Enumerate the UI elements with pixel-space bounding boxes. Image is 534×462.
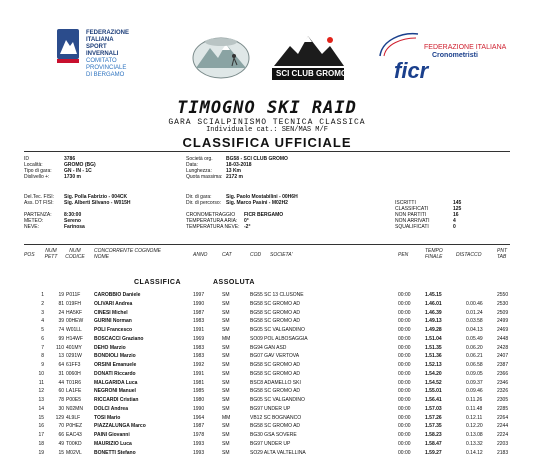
cell-category: SM [222,432,230,438]
cell-points: 2183 [497,449,509,456]
cell-gap: 0.09.46 [466,388,483,395]
cell-athlete-name: PIAZZALUNGA Marco [94,423,146,430]
cell-club: BG58 SC GROMO AD [250,370,301,377]
race-category: Individuale cat.: SEN/MAS M/F [206,126,328,134]
table-row [0,317,534,326]
cell-points: 2387 [497,362,509,368]
cell-athlete-code: P011F [66,292,81,298]
cell-club: BG05 SC VALGANDINO [250,397,305,403]
cell-final-time: 1.54.20 [425,370,442,377]
cell-club: VB12 SC BOGNANCO [250,414,302,421]
info-row: ID 3786 [24,156,76,162]
table-row [0,414,534,423]
col-header-pen: PEN [398,252,409,258]
cell-category: SM [222,300,230,307]
cell-gap: 0.01.24 [466,309,483,316]
cell-category: SM [222,449,230,456]
info-row: Data: 18-03-2018 [186,162,252,168]
cell-points: 2346 [497,379,509,386]
table-row [0,309,534,318]
info-row: Del.Tec. FISI: Sig. Polla Fabrizio - 004CK [24,194,128,200]
cell-category: SM [222,353,230,360]
cell-category: SM [222,344,230,351]
info-row: TEMPERATURA ARIA: 0° [186,218,249,224]
cell-final-time: 1.58.23 [425,432,442,438]
ficr-logo-cronometristi-text: Cronometristi [432,52,478,59]
cell-final-time: 1.57.03 [425,405,442,412]
cell-athlete-name: OLIVARI Andrea [94,300,133,307]
info-row: Lunghezza: 13 Km [186,168,242,174]
cell-club: BG94 GAN ASD [250,344,287,351]
info-row: Dislivello +: 1730 m [24,174,81,180]
cell-position: 19 [38,449,44,456]
cell-athlete-name: DOLCI Andrea [94,405,128,412]
table-row [0,352,534,361]
cell-gap: 0.09.05 [466,370,483,377]
info-row: Dir. di percorso: Sig. Marco Pasini - M02H2 [186,200,288,206]
cell-position: 7 [41,344,44,351]
cell-bib-number: 129 [55,414,64,421]
cell-bib-number: 81 [58,300,64,307]
cell-bib-number: 66 [58,432,64,438]
cell-bib-number: 60 [58,388,64,395]
cell-gap: 0.05.49 [466,335,483,342]
cell-points: 2244 [497,423,509,430]
cell-final-time: 1.58.47 [425,440,442,447]
table-row [0,300,534,309]
info-row: NEVE: Farinosa [24,224,85,230]
info-row: CRONOMETRAGGIO FICR BERGAMO [186,212,284,218]
stat-row: NON ARRIVATI 4 [395,218,456,224]
cell-birth-year: 1990 [193,300,205,307]
cell-points: 2224 [497,432,509,438]
table-row [0,405,534,414]
cell-birth-year: 1993 [193,449,205,456]
cell-penalty: 00:00 [398,362,411,368]
cell-gap: 0.06.58 [466,362,483,368]
cell-bib-number: 78 [58,397,64,403]
cell-gap: 0.03.58 [466,318,483,325]
cell-position: 5 [41,327,44,333]
col-header-pos: POS [24,252,35,258]
cell-penalty: 00:00 [398,397,411,403]
cell-athlete-name: MALGARIDA Luca [94,379,138,386]
race-title: TIMOGNO SKI RAID [177,98,357,118]
cell-club: BG97 UNDER UP [250,405,291,412]
cell-position: 15 [38,414,44,421]
cell-position: 6 [41,335,44,342]
info-row: TEMPERATURA NEVE: -2° [186,224,251,230]
cell-points: 2550 [497,292,509,298]
cell-club: BSC8 ADAMELLO SKI [250,379,301,386]
cell-athlete-code: 4L9LF [66,414,81,421]
cell-category: SM [222,362,230,368]
cell-position: 11 [38,379,44,386]
cell-points: 2366 [497,370,509,377]
table-row [0,379,534,388]
cell-bib-number: 110 [56,344,64,351]
cell-points: 2448 [497,335,509,342]
cell-gap: 0.14.12 [466,449,483,456]
cell-penalty: 00:00 [398,423,411,430]
cell-final-time: 1.46.01 [425,300,442,307]
stat-row: ISCRITTI 145 [395,200,462,206]
cell-bib-number: 13 [58,353,64,360]
cell-points: 2469 [497,327,509,333]
info-row: Dir. di gara: Sig. Paolo Mostabilini - 00H6H [186,194,298,200]
section-title: CLASSIFICA ASSOLUTA [134,279,255,286]
table-row [0,361,534,370]
cell-athlete-name: DONATI Riccardo [94,370,136,377]
cell-category: SM [222,440,230,447]
cell-athlete-name: PAINI Giovanni [94,432,130,438]
cell-athlete-code: W01LL [66,327,82,333]
col-header-anno: ANNO [193,252,208,258]
cell-penalty: 00:00 [398,292,411,298]
cell-position: 18 [38,440,44,447]
cell-gap: 0.06.21 [466,353,483,360]
cell-points: 2407 [497,353,509,360]
cell-birth-year: 1969 [193,335,205,342]
cell-position: 13 [38,397,44,403]
cell-bib-number: 99 [58,335,64,342]
col-header-num-codice: NUM CODICE [65,248,85,260]
info-row: METEO: Sereno [24,218,81,224]
cell-gap: 0.11.48 [466,405,483,412]
table-row [0,431,534,440]
cell-category: MM [222,414,231,421]
stat-row: CLASSIFICATI 125 [395,206,462,212]
cell-birth-year: 1980 [193,397,205,403]
cell-athlete-name: CAROBBIO Daniele [94,292,141,298]
cell-athlete-code: P0HEZ [66,423,83,430]
cell-birth-year: 1997 [193,292,205,298]
cell-penalty: 00:00 [398,449,411,456]
cell-bib-number: 31 [58,370,64,377]
cell-penalty: 00:00 [398,405,411,412]
cell-bib-number: 24 [58,309,64,316]
cell-athlete-code: 61FF3 [66,362,81,368]
cell-gap: 0.12.20 [466,423,483,430]
cell-birth-year: 1987 [193,423,205,430]
cell-position: 4 [41,318,44,325]
cell-athlete-name: RICCARDI Cristian [94,397,139,403]
cell-bib-number: 49 [58,440,64,447]
cell-athlete-code: 0291W [66,353,82,360]
cell-bib-number: 44 [58,379,64,386]
cell-bib-number: 39 [58,318,64,325]
cell-athlete-name: POLI Francesco [94,327,133,333]
col-header-tempo: TEMPO FINALE [425,248,443,260]
cell-penalty: 00:00 [398,379,411,386]
cell-final-time: 1.51.04 [425,335,442,342]
cell-club: BG58 SC GROMO AD [250,300,301,307]
cell-birth-year: 1992 [193,362,205,368]
cell-gap: 0.04.13 [466,327,483,333]
cell-club: BG58 SC GROMO AD [250,423,301,430]
cell-category: SM [222,397,230,403]
cell-club: BG58 SC GROMO AD [250,362,301,368]
cell-club: BG07 GAV VERTOVA [250,353,300,360]
cell-penalty: 00:00 [398,335,411,342]
table-row [0,422,534,431]
cell-birth-year: 1983 [193,318,205,325]
cell-category: SM [222,379,230,386]
cell-position: 9 [41,362,44,368]
table-row [0,370,534,379]
table-row [0,344,534,353]
cell-athlete-code: T01R6 [66,379,82,386]
col-header-cod: COD [250,252,262,258]
cell-points: 2509 [497,309,509,316]
cell-athlete-code: 00HEW [66,318,84,325]
cell-position: 14 [38,405,44,412]
cell-penalty: 00:00 [398,432,411,438]
cell-club: BG97 UNDER UP [250,440,291,447]
cell-birth-year: 1993 [193,440,205,447]
cell-final-time: 1.57.26 [425,414,442,421]
cell-athlete-name: CINESI Michel [94,309,128,316]
cell-bib-number: 64 [58,362,64,368]
info-row: Ass. DT FISI: Sig. Alberti Silvano - W015H [24,200,131,206]
cell-final-time: 1.54.52 [425,379,442,386]
table-row [0,449,534,458]
cell-final-time: 1.45.15 [425,292,442,298]
info-row: Quota massima: 2172 m [186,174,243,180]
cell-club: SO29 ALTA VALTELLINA [250,449,306,456]
cell-position: 12 [38,388,44,395]
table-row [0,291,534,300]
info-row: PARTENZA: 8:30:00 [24,212,82,218]
cell-athlete-name: BOSCACCI Graziano [94,335,144,342]
cell-penalty: 00:00 [398,344,411,351]
cell-position: 3 [41,309,44,316]
ficr-logo-mark: ficr [394,58,429,83]
cell-birth-year: 1981 [193,379,205,386]
cell-position: 1 [41,292,44,298]
cell-category: SM [222,292,230,298]
cell-birth-year: 1991 [193,327,205,333]
cell-bib-number: 30 [58,405,64,412]
cell-penalty: 00:00 [398,318,411,325]
cell-athlete-code: T00KD [66,440,82,447]
ficr-logo-federation-text: FEDERAZIONE ITALIANA [424,44,507,51]
cell-points: 2203 [497,440,509,447]
cell-athlete-code: HA5KF [66,309,83,316]
cell-gap: 0.13.32 [466,440,483,447]
cell-club: BG55 SC 13 CLUSONE [250,292,304,298]
cell-final-time: 1.59.27 [425,449,442,456]
cell-points: 2530 [497,300,509,307]
cell-athlete-code: P00E5 [66,397,82,403]
cell-final-time: 1.49.13 [425,318,442,325]
cell-penalty: 00:00 [398,353,411,360]
info-row: Località: GROMO (BG) [24,162,96,168]
cell-gap: 0.06.20 [466,344,483,351]
cell-category: SM [222,327,230,333]
table-row [0,335,534,344]
cell-club: SO09 POL ALBOSAGGIA [250,335,308,342]
cell-birth-year: 1990 [193,405,205,412]
cell-club: BG05 SC VALGANDINO [250,327,305,333]
cell-category: SM [222,318,230,325]
cell-birth-year: 1978 [193,432,205,438]
cell-points: 2428 [497,344,509,351]
col-header-name: CONCORRENTE COGNOME NOME [94,248,161,260]
cell-bib-number: 19 [58,292,64,298]
cell-athlete-name: GURINI Norman [94,318,132,325]
cell-club: BG58 SC GROMO AD [250,388,301,395]
cell-athlete-code: EAC43 [66,432,82,438]
cell-points: 2326 [497,388,509,395]
cell-gap: 0.12.11 [466,414,483,421]
classifica-heading: CLASSIFICA UFFICIALE [182,135,352,150]
cell-athlete-code: N02MN [66,405,83,412]
cell-category: SM [222,405,230,412]
cell-penalty: 00:00 [398,440,411,447]
cell-birth-year: 1964 [193,414,205,421]
cell-gap: 0.00.46 [466,300,483,307]
cell-athlete-code: LA1FE [66,388,82,395]
cell-athlete-name: BONETTI Stefano [94,449,136,456]
cell-points: 2285 [497,405,509,412]
cell-position: 2 [41,300,44,307]
cell-gap: 0.13.08 [466,432,483,438]
cell-birth-year: 1983 [193,353,205,360]
cell-penalty: 00:00 [398,309,411,316]
cell-final-time: 1.52.13 [425,362,442,368]
cell-category: SM [222,309,230,316]
cell-birth-year: 1983 [193,344,205,351]
cell-penalty: 00:00 [398,414,411,421]
race-subtitle: GARA SCIALPINISMO TECNICA CLASSICA [168,118,366,127]
cell-category: SM [222,388,230,395]
cell-athlete-code: M02VL [66,449,82,456]
table-row [0,440,534,449]
cell-gap: 0.09.37 [466,379,483,386]
cell-birth-year: 1985 [193,388,205,395]
cell-athlete-name: TOSI Mario [94,414,121,421]
cell-bib-number: 74 [58,327,64,333]
fisi-logo-text: FEDERAZIONE ITALIANA SPORT INVERNALI COMITATO PROVINCIALE DI BERGAMO [86,30,130,78]
cell-birth-year: 1987 [193,309,205,316]
cell-penalty: 00:00 [398,327,411,333]
cell-athlete-code: 0060H [66,370,81,377]
cell-final-time: 1.46.39 [425,309,442,316]
cell-position: 8 [41,353,44,360]
cell-athlete-code: H14WF [66,335,83,342]
gromo-logo-text: SCI CLUB GROMO [276,69,348,78]
cell-final-time: 1.55.01 [425,388,442,395]
cell-final-time: 1.49.28 [425,327,442,333]
cell-birth-year: 1991 [193,370,205,377]
cell-bib-number: 15 [58,449,64,456]
stat-row: SQUALIFICATI 0 [395,224,456,230]
info-row: Società org. BG58 - SCI CLUB GROMO [186,156,288,162]
cell-athlete-name: NEGRONI Manuel [94,388,136,395]
cell-final-time: 1.56.41 [425,397,442,403]
cell-athlete-name: BONDIOLI Marzio [94,353,136,360]
cell-penalty: 00:00 [398,300,411,307]
cell-gap: 0.11.26 [466,397,483,403]
cell-club: BG58 SC GROMO AD [250,318,301,325]
cell-points: 2305 [497,397,509,403]
cell-athlete-name: ORSINI Emanuele [94,362,137,368]
cell-penalty: 00:00 [398,388,411,395]
cell-final-time: 1.57.35 [425,423,442,430]
cell-position: 17 [38,432,44,438]
info-row: Tipo di gara: GN - IN - 1C [24,168,92,174]
cell-club: BG30 GSA SOVERE [250,432,297,438]
cell-category: MM [222,335,231,342]
cell-athlete-name: DEHO Marzio [94,344,126,351]
col-header-distacco: DISTACCO [456,252,482,258]
table-row [0,326,534,335]
cell-athlete-name: MAURIZIO Luca [94,440,132,447]
table-row [0,387,534,396]
table-row [0,396,534,405]
cell-category: SM [222,423,230,430]
cell-points: 2264 [497,414,509,421]
cell-final-time: 1.51.35 [425,344,442,351]
cell-position: 16 [38,423,44,430]
stat-row: NON PARTITI 16 [395,212,459,218]
cell-club: BG58 SC GROMO AD [250,309,301,316]
col-header-cat: CAT [222,252,232,258]
cell-athlete-code: 019FH [66,300,82,307]
cell-bib-number: 70 [58,423,64,430]
col-header-pnt: PNT TAB [497,248,507,260]
cell-athlete-code: 401MY [66,344,82,351]
cell-points: 2499 [497,318,509,325]
cell-final-time: 1.51.36 [425,353,442,360]
cell-position: 10 [38,370,44,377]
col-header-societa: SOCIETA' [270,252,293,258]
cell-category: SM [222,370,230,377]
cell-penalty: 00:00 [398,370,411,377]
col-header-num-pett: NUM PETT [44,248,58,260]
